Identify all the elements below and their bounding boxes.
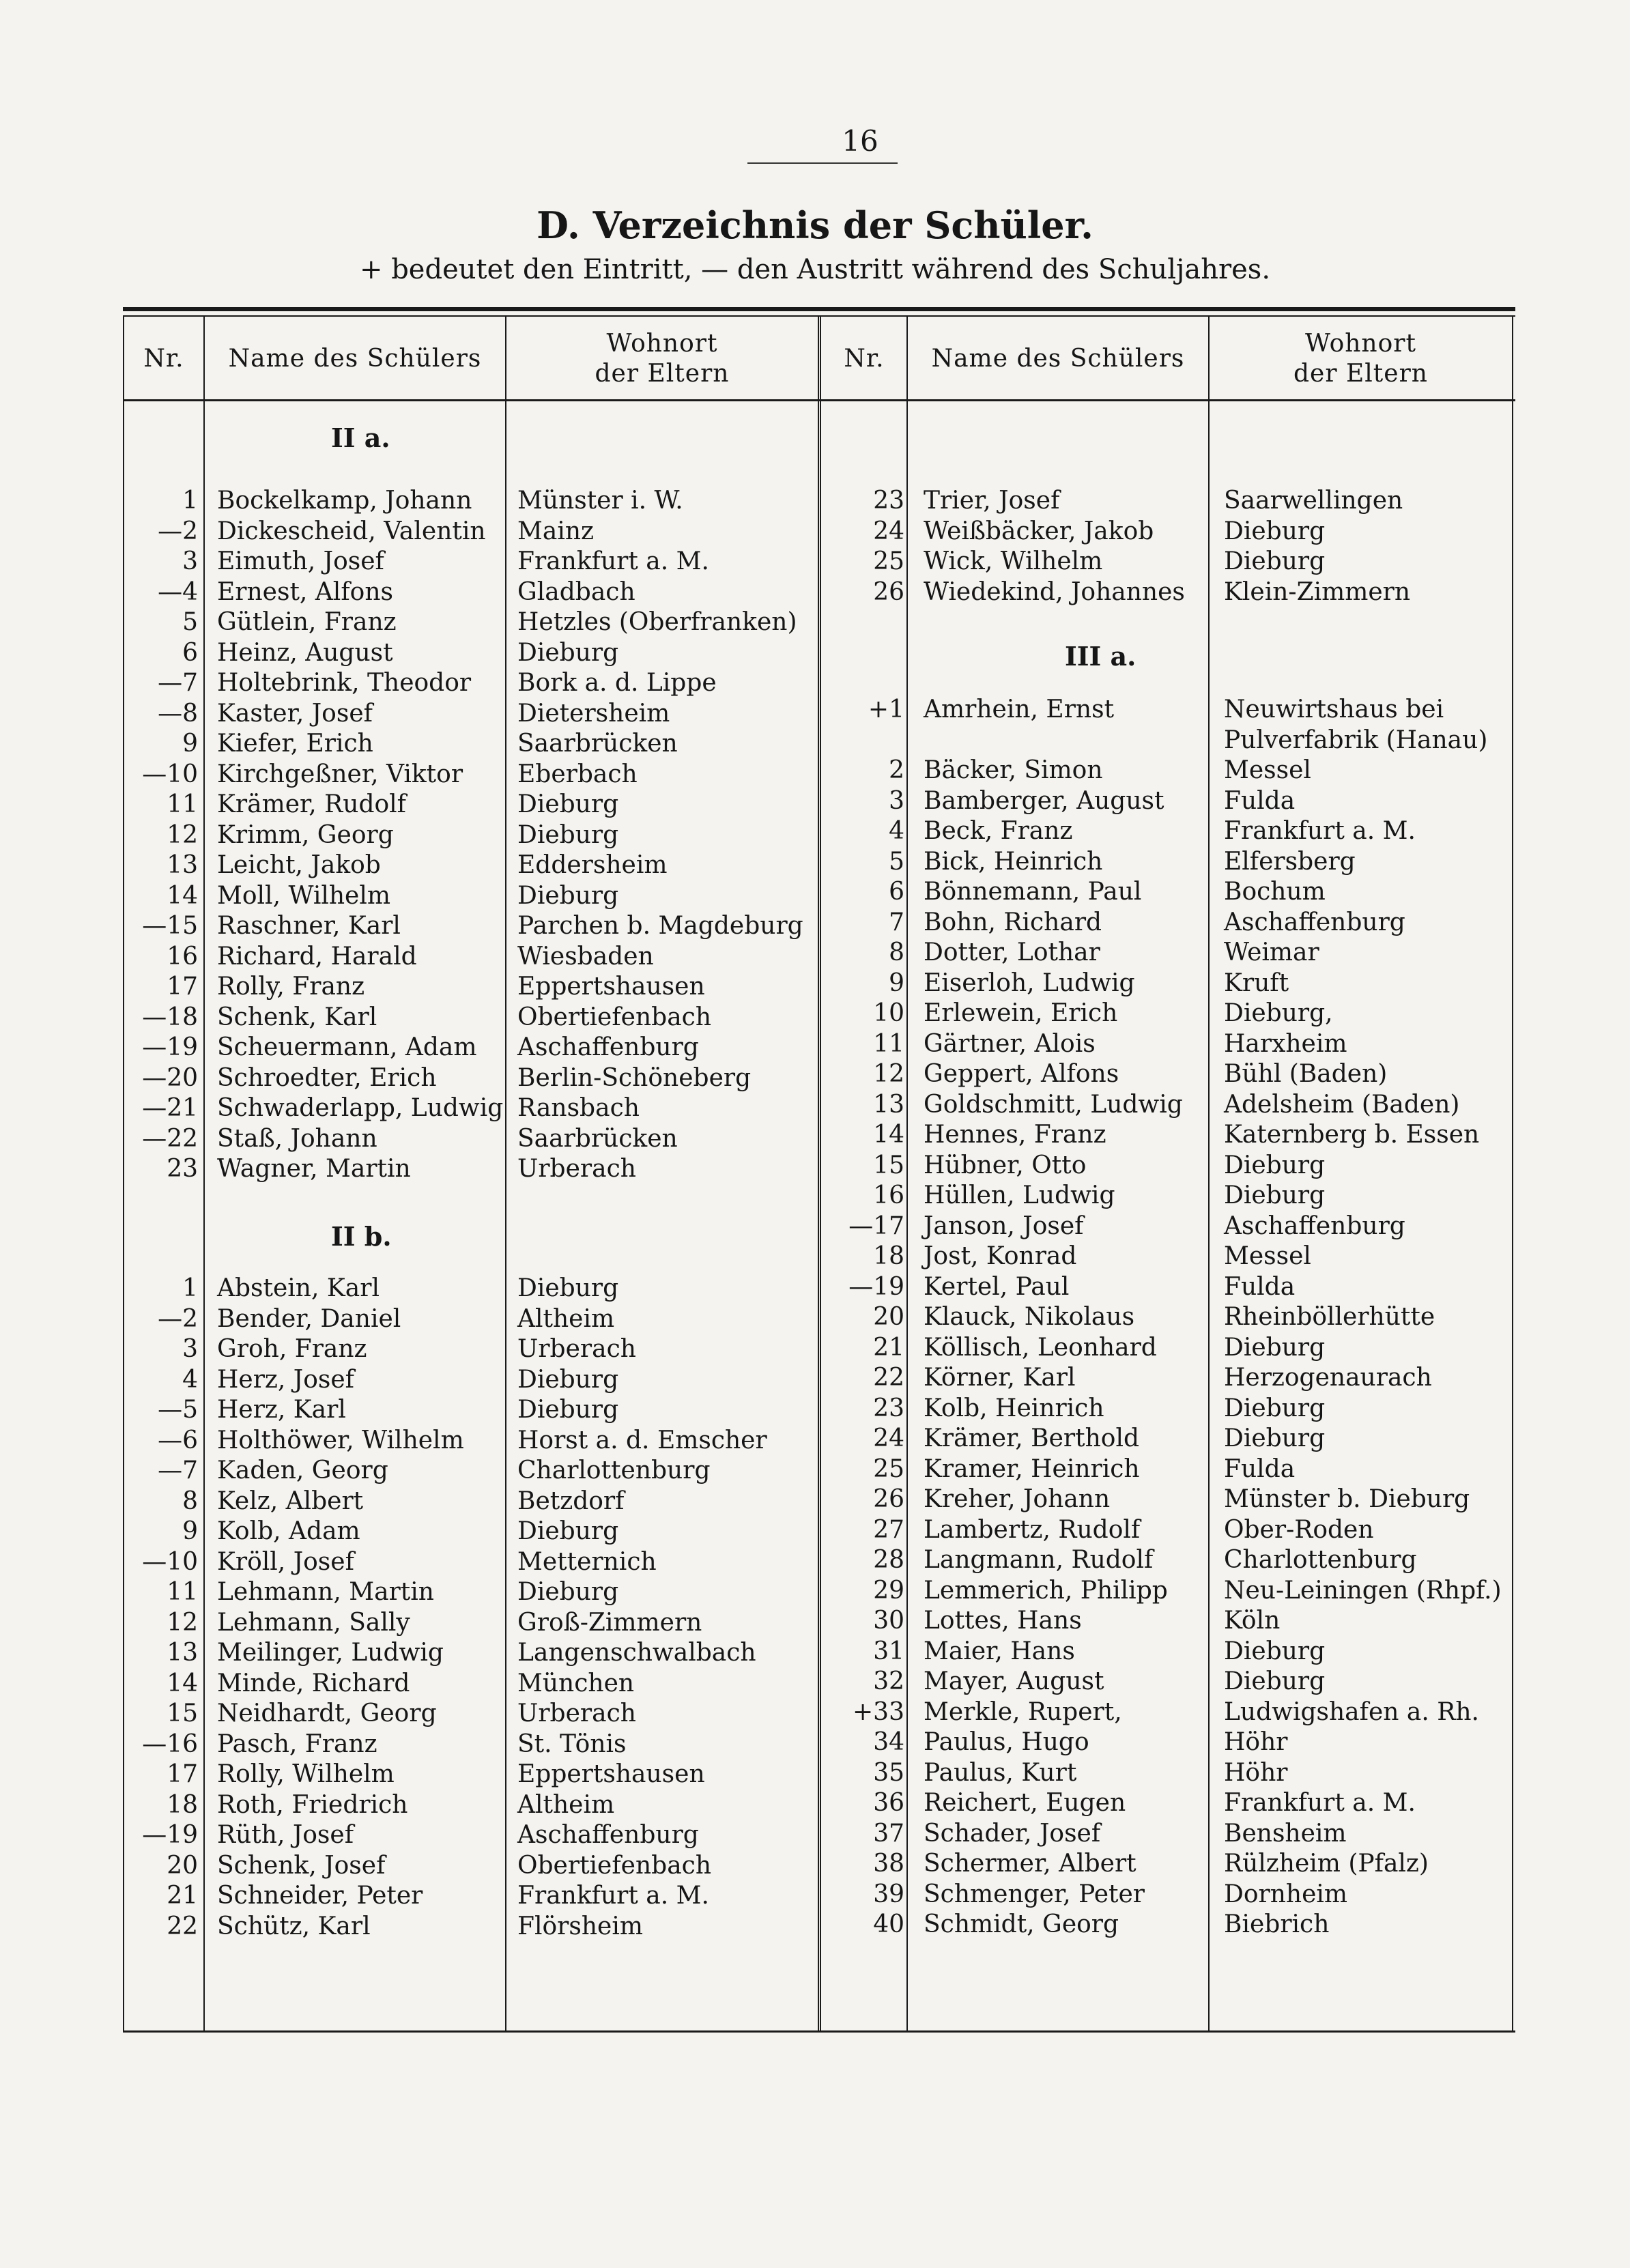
row-nr: —19 [142,1821,198,1849]
parents-residence: Eppertshausen [517,973,705,1001]
row-nr: 3 [889,786,904,815]
parents-residence: Biebrich [1224,1910,1330,1938]
parents-residence: Wiesbaden [517,942,654,971]
header-name: Name des Schülers [931,344,1185,373]
row-nr: —17 [848,1211,904,1240]
row-nr: 8 [182,1487,198,1515]
student-name: Erlewein, Erich [924,999,1118,1027]
row-nr: 6 [182,638,198,667]
row-nr: —2 [158,1304,198,1333]
parents-residence: Frankfurt a. M. [1224,1789,1416,1817]
legend: + bedeutet den Eintritt, — den Austritt während des Schuljahres. [359,254,1271,285]
parents-residence: Aschaffenburg [517,1033,699,1061]
row-nr: 2 [889,756,904,784]
parents-residence: Dieburg [517,790,619,818]
student-name: Schwaderlapp, Ludwig [217,1094,504,1122]
parents-residence: Mainz [517,517,594,545]
row-nr: 8 [889,938,904,966]
parents-residence: Dieburg [1224,1333,1326,1362]
row-nr: —10 [142,1547,198,1576]
row-nr: 27 [873,1515,904,1544]
student-name: Geppert, Alfons [924,1060,1119,1088]
parents-residence: Dieburg [1224,1394,1326,1422]
row-nr: 16 [167,942,198,971]
student-name: Wick, Wilhelm [924,547,1103,575]
student-name: Eiserloh, Ludwig [924,968,1135,997]
row-nr: 29 [873,1576,904,1605]
row-nr: 9 [182,730,198,758]
student-name: Staß, Johann [217,1124,377,1153]
student-name: Beck, Franz [924,817,1073,845]
parents-residence: Katernberg b. Essen [1224,1121,1480,1149]
row-nr: 30 [873,1607,904,1635]
row-nr: 3 [182,1335,198,1363]
student-name: Rolly, Franz [217,973,365,1001]
student-name: Abstein, Karl [217,1274,380,1302]
student-name: Holthöwer, Wilhelm [217,1426,464,1454]
row-nr: +33 [853,1697,904,1726]
parents-residence: Flörsheim [517,1912,643,1940]
row-nr: —15 [142,912,198,940]
row-nr: 21 [167,1882,198,1910]
parents-residence: Bensheim [1224,1819,1347,1848]
student-name: Mayer, August [924,1667,1104,1695]
parents-residence: Altheim [517,1790,615,1819]
parents-residence: Langenschwalbach [517,1639,756,1667]
student-name: Herz, Josef [217,1365,354,1394]
row-nr: 11 [167,790,198,818]
student-name: Dotter, Lothar [924,938,1100,966]
row-nr: —7 [158,1456,198,1484]
student-name: Kaden, Georg [217,1456,388,1484]
student-name: Eimuth, Josef [217,547,384,575]
student-name: Lambertz, Rudolf [924,1515,1141,1544]
parents-residence: Eddersheim [517,851,668,879]
parents-residence: Dieburg [517,820,619,849]
row-nr: —2 [158,517,198,545]
student-name: Goldschmitt, Ludwig [924,1090,1183,1119]
student-name: Köllisch, Leonhard [924,1333,1157,1362]
parents-residence: Messel [1224,756,1311,784]
header-nr: Nr. [844,344,885,373]
class-heading: II b. [331,1221,392,1252]
student-name: Gärtner, Alois [924,1029,1096,1058]
row-nr: 14 [873,1121,904,1149]
parents-residence: Frankfurt a. M. [517,1882,709,1910]
parents-residence: Hetzles (Oberfranken) [517,608,797,636]
parents-residence: Münster i. W. [517,487,683,515]
row-nr: 5 [182,608,198,636]
parents-residence: Elfersberg [1224,847,1356,876]
student-name: Roth, Friedrich [217,1790,408,1819]
row-nr: 38 [873,1850,904,1878]
student-name: Schenk, Josef [217,1851,386,1880]
student-name: Schmenger, Peter [924,1880,1145,1908]
parents-residence: Dieburg [1224,1637,1326,1665]
row-nr: 26 [873,577,904,606]
parents-residence: Horst a. d. Emscher [517,1426,767,1454]
student-name: Bender, Daniel [217,1304,401,1333]
row-nr: 12 [873,1060,904,1088]
row-nr: —5 [158,1396,198,1424]
student-name: Kramer, Heinrich [924,1454,1140,1483]
parents-residence: Fulda [1224,786,1296,815]
student-name: Schader, Josef [924,1819,1101,1848]
student-name: Kaster, Josef [217,699,373,728]
row-nr: 4 [182,1365,198,1394]
row-nr: —21 [142,1094,198,1122]
parents-residence: Parchen b. Magdeburg [517,912,803,940]
header-place-line2: der Eltern [1293,359,1428,388]
row-nr: —10 [142,760,198,788]
page-number-rule [747,162,898,164]
parents-residence: Urberach [517,1699,636,1727]
parents-residence: Dieburg [517,1396,619,1424]
parents-residence: Gladbach [517,577,635,606]
row-nr: 36 [873,1789,904,1817]
header-place [506,319,818,398]
row-nr: 39 [873,1880,904,1908]
student-name: Kelz, Albert [217,1487,364,1515]
student-name: Trier, Josef [924,487,1060,515]
parents-residence: Dieburg [1224,1424,1326,1452]
header-place [1210,319,1512,398]
row-nr: 9 [182,1517,198,1545]
row-nr: 22 [873,1364,904,1392]
row-nr: 17 [167,973,198,1001]
student-name: Richard, Harald [217,942,417,971]
page-number: 16 [842,124,878,158]
parents-residence: Dieburg [517,1578,619,1606]
student-name: Kröll, Josef [217,1547,354,1576]
student-name: Lehmann, Martin [217,1578,434,1606]
row-nr: 3 [182,547,198,575]
student-name: Lehmann, Sally [217,1608,410,1637]
table-border-right [1512,316,1513,2030]
parents-residence: Dornheim [1224,1880,1348,1908]
row-nr: —22 [142,1124,198,1153]
row-nr: —16 [142,1729,198,1758]
header-name: Name des Schülers [228,344,482,373]
row-nr: 25 [873,1454,904,1483]
student-name: Körner, Karl [924,1364,1076,1392]
row-nr: 20 [167,1851,198,1880]
row-nr: 24 [873,517,904,545]
row-nr: —4 [158,577,198,606]
student-name: Klauck, Nikolaus [924,1303,1135,1331]
row-nr: 23 [873,1394,904,1422]
parents-residence: Berlin-Schöneberg [517,1063,752,1092]
row-nr: 14 [167,1669,198,1697]
student-name: Kolb, Adam [217,1517,360,1545]
parents-residence: Dieburg [1224,547,1326,575]
parents-residence: Urberach [517,1335,636,1363]
row-nr: 23 [873,487,904,515]
row-nr: 24 [873,1424,904,1452]
row-nr: 26 [873,1485,904,1513]
parents-residence: Dieburg [1224,517,1326,545]
student-name: Lottes, Hans [924,1607,1082,1635]
parents-residence: Charlottenburg [517,1456,711,1484]
parents-residence: Dieburg [517,1517,619,1545]
student-name: Pasch, Franz [217,1729,377,1758]
row-nr: 14 [167,881,198,910]
student-name: Amrhein, Ernst [924,695,1115,723]
parents-residence: Neuwirtshaus bei [1224,695,1444,723]
parents-residence: Betzdorf [517,1487,625,1515]
row-nr: 40 [873,1910,904,1938]
student-name: Janson, Josef [924,1211,1084,1240]
parents-residence: Eberbach [517,760,638,788]
column-divider [1208,316,1210,2030]
row-nr: +1 [868,695,904,723]
row-nr: 18 [873,1242,904,1270]
parents-residence: Kruft [1224,968,1289,997]
student-name: Maier, Hans [924,1637,1075,1665]
row-nr: 13 [167,851,198,879]
parents-residence: Obertiefenbach [517,1851,712,1880]
student-name: Bick, Heinrich [924,847,1103,876]
row-nr: 28 [873,1546,904,1574]
student-name: Heinz, August [217,638,393,667]
student-name: Neidhardt, Georg [217,1699,437,1727]
parents-residence: Herzogenaurach [1224,1364,1432,1392]
student-name: Krämer, Berthold [924,1424,1140,1452]
row-nr: 7 [889,908,904,936]
student-name: Krimm, Georg [217,820,394,849]
row-nr: 18 [167,1790,198,1819]
parents-residence: Rülzheim (Pfalz) [1224,1850,1429,1878]
parents-residence: Ransbach [517,1094,640,1122]
parents-residence: Frankfurt a. M. [1224,817,1416,845]
row-nr: 11 [167,1578,198,1606]
parents-residence: Dieburg [517,1365,619,1394]
parents-residence: Dieburg [517,881,619,910]
parents-residence: Saarwellingen [1224,487,1403,515]
table-bottom-rule [123,2030,1515,2033]
row-nr: 35 [873,1758,904,1787]
student-name: Rolly, Wilhelm [217,1760,395,1788]
student-name: Schmidt, Georg [924,1910,1119,1938]
parents-residence: Eppertshausen [517,1760,705,1788]
row-nr: 12 [167,820,198,849]
parents-residence: Fulda [1224,1454,1296,1483]
row-nr: 9 [889,968,904,997]
parents-residence: Dieburg, [1224,999,1333,1027]
student-name: Bockelkamp, Johann [217,487,472,515]
parents-residence: Neu-Leiningen (Rhpf.) [1224,1576,1502,1605]
student-name: Ernest, Alfons [217,577,393,606]
row-nr: 15 [873,1151,904,1179]
row-nr: 25 [873,547,904,575]
parents-residence: Frankfurt a. M. [517,547,709,575]
parents-residence: Metternich [517,1547,657,1576]
parents-residence: Aschaffenburg [1224,1211,1405,1240]
student-name: Jost, Konrad [924,1242,1077,1270]
row-nr: —19 [848,1272,904,1301]
parents-residence: Urberach [517,1155,636,1183]
student-name: Schermer, Albert [924,1850,1136,1878]
parents-residence: Altheim [517,1304,615,1333]
parents-residence: St. Tönis [517,1729,627,1758]
student-name: Paulus, Kurt [924,1758,1077,1787]
row-nr: 6 [889,878,904,906]
parents-residence: Ludwigshafen a. Rh. [1224,1697,1479,1726]
parents-residence: Höhr [1224,1728,1288,1756]
student-name: Wiedekind, Johannes [924,577,1185,606]
row-nr: 12 [167,1608,198,1637]
row-nr: 1 [182,487,198,515]
student-name: Dickescheid, Valentin [217,517,486,545]
parents-residence: Dieburg [517,638,619,667]
parents-residence: Bochum [1224,878,1326,906]
header-nr: Nr. [143,344,184,373]
column-divider-center [818,316,821,2030]
student-name: Schenk, Karl [217,1003,377,1031]
parents-residence: Charlottenburg [1224,1546,1417,1574]
column-divider [505,316,506,2030]
row-nr: 10 [873,999,904,1027]
parents-residence: Saarbrücken [517,1124,678,1153]
student-name: Rüth, Josef [217,1821,354,1849]
parents-residence: Höhr [1224,1758,1288,1787]
parents-residence: Köln [1224,1607,1281,1635]
parents-residence: Groß-Zimmern [517,1608,702,1637]
student-name: Merkle, Rupert, [924,1697,1122,1726]
parents-residence: Messel [1224,1242,1311,1270]
parents-residence: Obertiefenbach [517,1003,712,1031]
student-name: Gütlein, Franz [217,608,397,636]
parents-residence: Ober-Roden [1224,1515,1374,1544]
row-nr: 16 [873,1181,904,1209]
row-nr: 4 [889,817,904,845]
parents-residence: Adelsheim (Baden) [1224,1090,1460,1119]
parents-residence: Dietersheim [517,699,670,728]
student-name: Wagner, Martin [217,1155,411,1183]
student-name: Raschner, Karl [217,912,401,940]
student-name: Hübner, Otto [924,1151,1087,1179]
row-nr: 22 [167,1912,198,1940]
student-name: Lemmerich, Philipp [924,1576,1168,1605]
row-nr: —8 [158,699,198,728]
row-nr: 34 [873,1728,904,1756]
row-nr: 37 [873,1819,904,1848]
parents-residence: Bork a. d. Lippe [517,669,717,697]
parents-residence: Weimar [1224,938,1319,966]
parents-residence: Saarbrücken [517,730,678,758]
parents-residence: Bühl (Baden) [1224,1060,1388,1088]
student-name: Kreher, Johann [924,1485,1111,1513]
row-nr: —7 [158,669,198,697]
student-name: Weißbäcker, Jakob [924,517,1154,545]
table-top-rule [123,307,1515,311]
parents-residence: Dieburg [1224,1667,1326,1695]
student-name: Minde, Richard [217,1669,410,1697]
row-nr: —6 [158,1426,198,1454]
student-name: Krämer, Rudolf [217,790,406,818]
student-name: Leicht, Jakob [217,851,381,879]
parents-residence: Aschaffenburg [517,1821,699,1849]
student-name: Bäcker, Simon [924,756,1103,784]
student-name: Schneider, Peter [217,1882,423,1910]
parents-residence: Fulda [1224,1272,1296,1301]
student-name: Schroedter, Erich [217,1063,437,1092]
parents-residence: Klein-Zimmern [1224,577,1411,606]
class-heading: II a. [331,422,390,453]
class-heading: III a. [1065,641,1136,672]
row-nr: 20 [873,1303,904,1331]
row-nr: 17 [167,1760,198,1788]
student-name: Herz, Karl [217,1396,346,1424]
student-name: Kirchgeßner, Viktor [217,760,463,788]
student-name: Schütz, Karl [217,1912,371,1940]
row-nr: —20 [142,1063,198,1092]
parents-residence: Harxheim [1224,1029,1347,1058]
student-name: Paulus, Hugo [924,1728,1089,1756]
student-name: Hüllen, Ludwig [924,1181,1115,1209]
student-name: Kiefer, Erich [217,730,373,758]
student-name: Meilinger, Ludwig [217,1639,444,1667]
parents-residence: Dieburg [1224,1151,1326,1179]
column-divider [203,316,205,2030]
header-place-line2: der Eltern [595,359,730,388]
student-name: Hennes, Franz [924,1121,1106,1149]
student-name: Scheuermann, Adam [217,1033,477,1061]
row-nr: 31 [873,1637,904,1665]
row-nr: 1 [182,1274,198,1302]
row-nr: 13 [167,1639,198,1667]
row-nr: 5 [889,847,904,876]
student-name: Kolb, Heinrich [924,1394,1104,1422]
parents-residence: Pulverfabrik (Hanau) [1224,726,1488,754]
parents-residence: Dieburg [1224,1181,1326,1209]
parents-residence: Dieburg [517,1274,619,1302]
parents-residence: Aschaffenburg [1224,908,1405,936]
column-divider [906,316,908,2030]
row-nr: —19 [142,1033,198,1061]
row-nr: 15 [167,1699,198,1727]
student-name: Kertel, Paul [924,1272,1070,1301]
header-place-line1: Wohnort [606,330,718,358]
row-nr: 23 [167,1155,198,1183]
student-name: Groh, Franz [217,1335,367,1363]
parents-residence: Münster b. Dieburg [1224,1485,1470,1513]
student-name: Reichert, Eugen [924,1789,1126,1817]
row-nr: —18 [142,1003,198,1031]
student-name: Langmann, Rudolf [924,1546,1154,1574]
student-name: Bohn, Richard [924,908,1102,936]
row-nr: 32 [873,1667,904,1695]
student-name: Bamberger, August [924,786,1164,815]
header-place-line1: Wohnort [1305,330,1416,358]
parents-residence: Rheinböllerhütte [1224,1303,1435,1331]
student-name: Holtebrink, Theodor [217,669,472,697]
row-nr: 13 [873,1090,904,1119]
row-nr: 21 [873,1333,904,1362]
student-name: Moll, Wilhelm [217,881,390,910]
row-nr: 11 [873,1029,904,1058]
parents-residence: München [517,1669,635,1697]
student-name: Bönnemann, Paul [924,878,1142,906]
section-title: D. Verzeichnis der Schüler. [537,203,1093,247]
